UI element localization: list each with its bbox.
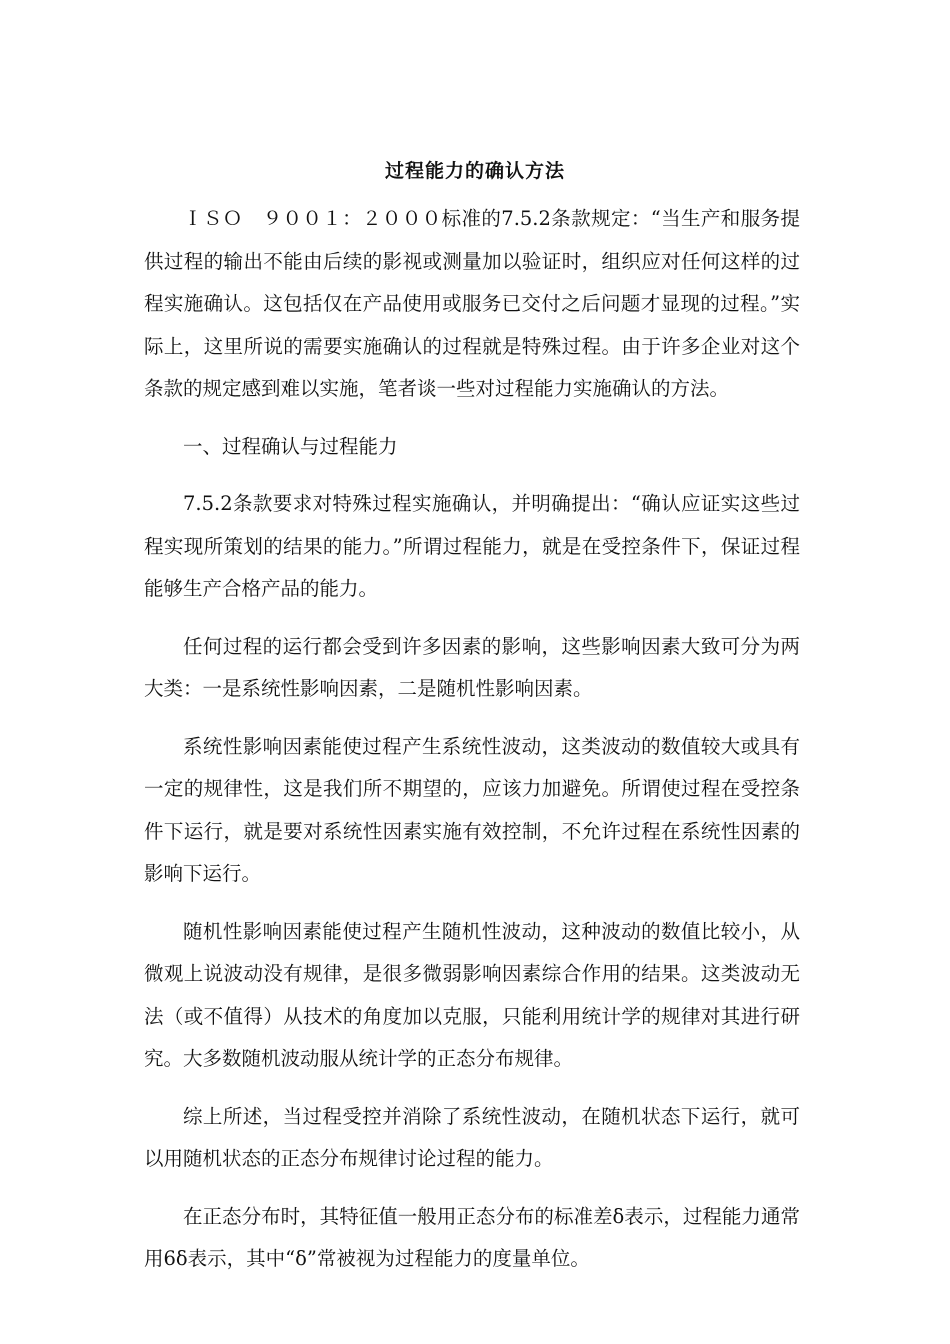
section-heading-process-validation: 一、过程确认与过程能力 (183, 434, 398, 458)
paragraph-clause-requirement: 7.5.2条款要求对特殊过程实施确认，并明确提出：“确认应证实这些过程实现所策划的结果的能力。”所谓过程能力，就是在受控条件下，保证过程能够生产合格产品的能力。 (144, 492, 800, 600)
paragraph-systematic-factors: 系统性影响因素能使过程产生系统性波动，这类波动的数值较大或具有一定的规律性，这是我们所不期望的，应该力加避免。所谓使过程在受控条件下运行，就是要对系统性因素实施有效控制，不允许过程在系统性因素的影响下运行。 (144, 734, 800, 885)
paragraph-iso-clause: ＩＳＯ ９００１：２０００标准的7.5.2条款规定：“当生产和服务提供过程的输出不能由后续的影视或测量加以验证时，组织应对任何这样的过程实施确认。这包括仅在产品使用或服务已交付之后问题才显现的过程。”实际上，这里所说的需要实施确认的过程就是特殊过程。由于许多企业对这个条款的规定感到难以实施，笔者谈一些对过程能力实施确认的方法。 (144, 207, 800, 400)
paragraph-random-factors: 随机性影响因素能使过程产生随机性波动，这种波动的数值比较小，从微观上说波动没有规律，是很多微弱影响因素综合作用的结果。这类波动无法（或不值得）从技术的角度加以克服，只能利用统计学的规律对其进行研究。大多数随机波动服从统计学的正态分布规律。 (144, 919, 800, 1070)
paragraph-influence-factors: 任何过程的运行都会受到许多因素的影响，这些影响因素大致可分为两大类：一是系统性影响因素，二是随机性影响因素。 (144, 634, 800, 700)
document-title: 过程能力的确认方法 (384, 160, 565, 182)
paragraph-summary: 综上所述，当过程受控并消除了系统性波动，在随机状态下运行，就可以用随机状态的正态分布规律讨论过程的能力。 (144, 1104, 800, 1170)
document-body (144, 198, 800, 1296)
paragraph-normal-distribution: 在正态分布时，其特征值一般用正态分布的标准差δ表示，过程能力通常用6δ表示，其中“δ”常被视为过程能力的度量单位。 (144, 1204, 800, 1270)
